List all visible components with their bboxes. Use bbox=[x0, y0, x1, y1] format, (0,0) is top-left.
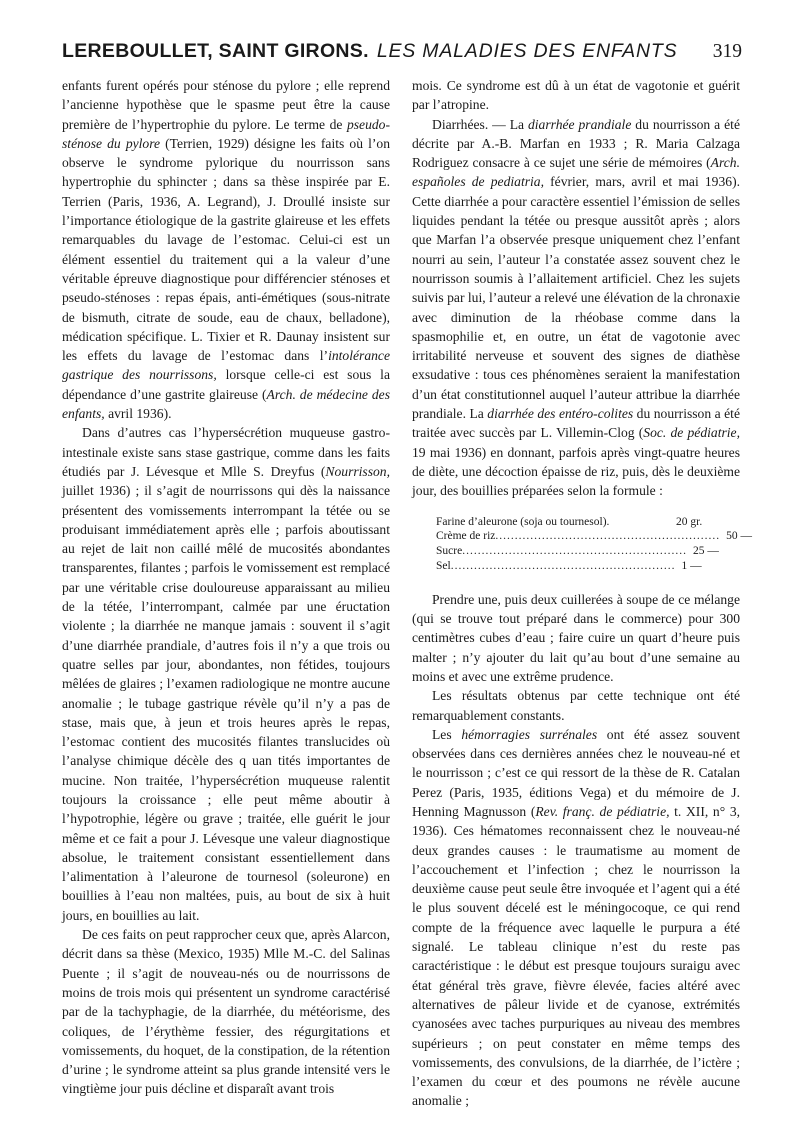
paragraph bbox=[62, 423, 390, 925]
text-run: 19 mai 1936) en donnant, parfois après vingt-quatre heures de diète, une décoction épaisse de riz, puis, dès le deuxième jour, des bouillies préparées selon la formule : bbox=[412, 444, 740, 499]
text-run: du nourrisson a été traitée avec succès par L. Villemin-Clog ( bbox=[412, 406, 740, 441]
text-run: t. XII, n° 3, 1936). Ces hématomes reconnaissent chez le nouveau-né deux grandes causes : le traumatisme au moment de l’accouchement et l’infection ; chez le nourrisson la deuxième cause peut seule être invoquée et l’agent qui a été le plus souvent décelé est le méningocoque, ce qui rend compte de la fréquence avec laquelle le purpura a été signalé. Le tableau clinique n’est du reste pas caractéristique : le début est presque toujours suraigu avec état général très grave, fièvre élevée, facies altéré avec alternatives de pâleur livide et de cyanose, extrémités cyanosées avec taches purpuriques au niveau des membres supérieurs ; on peut constater en même temps des vomissements, des convulsions, de la diarrhée, de l’ictère ; l’examen du cœur et des poumons ne révèle aucune anomalie ; bbox=[412, 803, 741, 1109]
text-run: — La bbox=[488, 116, 528, 132]
text-run: avril 1936). bbox=[104, 406, 172, 422]
header-title: LES MALADIES DES ENFANTS bbox=[376, 40, 678, 62]
text-run: ont été assez souvent observées dans ces dernières années chez le nouveau-né et le nourrisson ; c’est ce qui ressort de la thèse de R. Catalan Perez (Paris, 1935, éditions Vega) et du mémoire de J. Henning Magnusson ( bbox=[412, 726, 741, 819]
paragraph bbox=[62, 925, 390, 1099]
text-run: juillet 1936) ; il s’agit de nourrissons qui dès la naissance présentent des vomissements interrompant la tétée ou se produisant immédiatement après elle ; parfois aboutissant au rejet de lait non caillé mêlé de mucosités abondantes transparentes, filantes ; parfois le vomissement est remplacé par une véritable crise douloureuse apparaissant au milieu de la tétée, l’interrompant, calmée par une éructation violente ; la diarrhée ne manque jamais : souvent il s’agit d’une diarrhée prandiale, d’autres fois il n’y a que trois ou quatre selles par jour, abondantes, non fétides, toujours mêlées de glaires ; l’examen radiologique ne montre aucune anomalie ; le tubage gastrique révèle qu’il n’y a pas de stase, mais que, à jeun et trois heures après le repas, l’estomac contient des mucosités filantes translucides où l’analyse chimique décèle des q uan tités importantes de mucine. Non traitée, l’hypersécrétion muqueuse ralentit toujours la croissance ; elle peut même aboutir à l’hypotrophie, légère ou grave ; traitée, elle guérit le jour même et ce fait a pour J. Lévesque une valeur diagnostique absolue, le traitement consistant essentiellement dans l’alimentation à l’aleurone de tournesol (soleurone) en bouillies à l’eau non maltées, puis, au bout de six à huit jours, en bouillies au lait. bbox=[62, 483, 390, 923]
formula-quantity: 1 — bbox=[681, 559, 702, 572]
paragraph bbox=[62, 76, 390, 423]
italic-term: intolérance gastrique des nourrissons, bbox=[62, 348, 390, 383]
running-header bbox=[62, 40, 742, 70]
paragraph bbox=[412, 115, 740, 501]
leader-dots bbox=[609, 515, 670, 530]
header-authors: LEREBOULLET, SAINT GIRONS. bbox=[62, 40, 369, 62]
right-column bbox=[412, 76, 753, 1111]
formula-item: Crème de riz bbox=[436, 530, 496, 543]
formula-row bbox=[436, 544, 726, 559]
journal-citation: Nourrisson, bbox=[325, 463, 390, 479]
journal-citation: Arch. españoles de pediatria, bbox=[412, 155, 740, 190]
text-run: (Terrien, 1929) désigne les faits où l’on observe le syndrome pylorique du nourrisson sans hypertrophie du sphincter ; dans sa thèse inspirée par E. Terrien (Paris, 1936, A. Legrand), J. Droullé insiste sur l’importance étiologique de la gastrite glaireuse et les effets remarquables du lavage de l’estomac. Celui-ci est un élément essentiel du traitement qui a la valeur d’une véritable épreuve diagnostique pour différencier sténoses et pseudo-sténoses : repas épais, anti-émétiques (sous-nitrate de bismuth, citrate de soude, eau de chaux, belladone), médication spécifique. L. Tixier et R. Daunay insistent sur les effets du lavage de l’estomac dans l’ bbox=[62, 135, 390, 364]
formula-quantity: 25 — bbox=[692, 545, 719, 558]
paragraph bbox=[412, 725, 740, 1111]
italic-term: pseudo-sténose du pylore bbox=[62, 116, 390, 151]
text-run: Dans d’autres cas l’hypersécrétion muqueuse gastro-intestinale existe sans stase gastrique, comme dans les faits étudiés par J. Lévesque et Mlle S. Dreyfus ( bbox=[62, 425, 390, 479]
paragraph bbox=[412, 76, 740, 115]
leader-dots: .......................................................... bbox=[450, 559, 676, 572]
journal-citation: Rev. franç. de pédiatrie, bbox=[535, 803, 670, 819]
text-run: mois. Ce syndrome est dû à un état de vagotonie et guérit par l’atropine. bbox=[412, 78, 740, 113]
leader-dots: .......................................................... bbox=[462, 545, 687, 558]
formula-item: Sucre bbox=[436, 545, 463, 558]
text-run: Les bbox=[432, 726, 462, 742]
formula-table bbox=[436, 515, 753, 574]
left-column bbox=[62, 76, 390, 1099]
paragraph bbox=[412, 686, 740, 725]
text-run: enfants furent opérés pour sténose du pylore ; elle reprend l’ancienne hypothèse que le spasme peut être la cause première de l’hypertrophie du pylore. Le terme de bbox=[62, 78, 390, 132]
journal-citation: Soc. de pédiatrie, bbox=[643, 425, 740, 441]
formula-row bbox=[436, 515, 726, 530]
text-run: Les résultats obtenus par cette technique ont été remarquablement constants. bbox=[412, 688, 740, 723]
leader-dots: .......................................................... bbox=[495, 530, 721, 543]
formula-quantity: 20 gr. bbox=[676, 515, 703, 528]
section-heading: Diarrhées. bbox=[432, 116, 489, 132]
formula-item: Sel bbox=[436, 559, 451, 572]
formula-item: Farine d’aleurone (soja ou tournesol). bbox=[436, 515, 610, 528]
italic-term: hémorragies surrénales bbox=[461, 726, 598, 742]
formula-row bbox=[436, 529, 753, 544]
page-number: 319 bbox=[712, 41, 742, 62]
paragraph bbox=[412, 590, 740, 686]
text-run: lorsque celle-ci est sous la dépendance d’une gastrite glaireuse ( bbox=[62, 367, 390, 402]
formula-quantity: 50 — bbox=[726, 530, 753, 543]
text-run: février, mars, avril et mai 1936). Cette diarrhée a pour caractère essentiel l’émission de selles liquides pendant la tétée ou presque aussitôt après ; alors que Marfan l’a observée presque uniquement chez l’enfant nourri au sein, l’auteur l’a constatée assez souvent chez le nourrisson soumis à l’allaitement artificiel. Chez les sujets suivis par lui, l’auteur a relevé une élévation de la chronaxie avec diminution de la rhéobase comme dans la spasmophilie et, en outre, un état de vagotonie avec irritabilité nerveuse et souvent des signes de diathèse exsudative : tous ces phénomènes seraient la manifestation d’un état constitutionnel auquel l’auteur attribue la diarrhée prandiale. La bbox=[412, 174, 741, 422]
text-run: De ces faits on peut rapprocher ceux que, après Alarcon, décrit dans sa thèse (Mexico, 1935) Mlle M.-C. del Salinas Puente ; il s’agit de nouveau-nés ou de nourrissons de moins de trois mois qui présentent un syndrome caractérisé par de la tachyphagie, de la diarrhée, du météorisme, des coliques, de l’érythème fessier, des régurgitations et vomissements, du hoquet, de la constipation, de la rétention d’urine ; le syndrome atteint sa plus grande intensité vers le vingtième jour puis décline et disparaît avant trois bbox=[62, 927, 390, 1097]
formula-row bbox=[436, 559, 726, 574]
italic-term: diarrhée prandiale bbox=[527, 116, 632, 132]
text-run: Prendre une, puis deux cuillerées à soupe de ce mélange (qui se trouve tout préparé dans le commerce) pour 300 centimètres cubes d’eau ; faire cuire un quart d’heure puis malter ; n’y ajouter du lait qu’au bout d’une semaine au moins et avec une extrême prudence. bbox=[412, 591, 740, 684]
italic-term: diarrhée des entéro-colites bbox=[487, 406, 634, 422]
journal-citation: Arch. de médecine des enfants, bbox=[62, 386, 390, 422]
text-run: du nourrisson a été décrite par A.-B. Marfan en 1933 ; R. Maria Calzaga Rodriguez consacre à ce sujet une série de mémoires ( bbox=[412, 116, 740, 171]
